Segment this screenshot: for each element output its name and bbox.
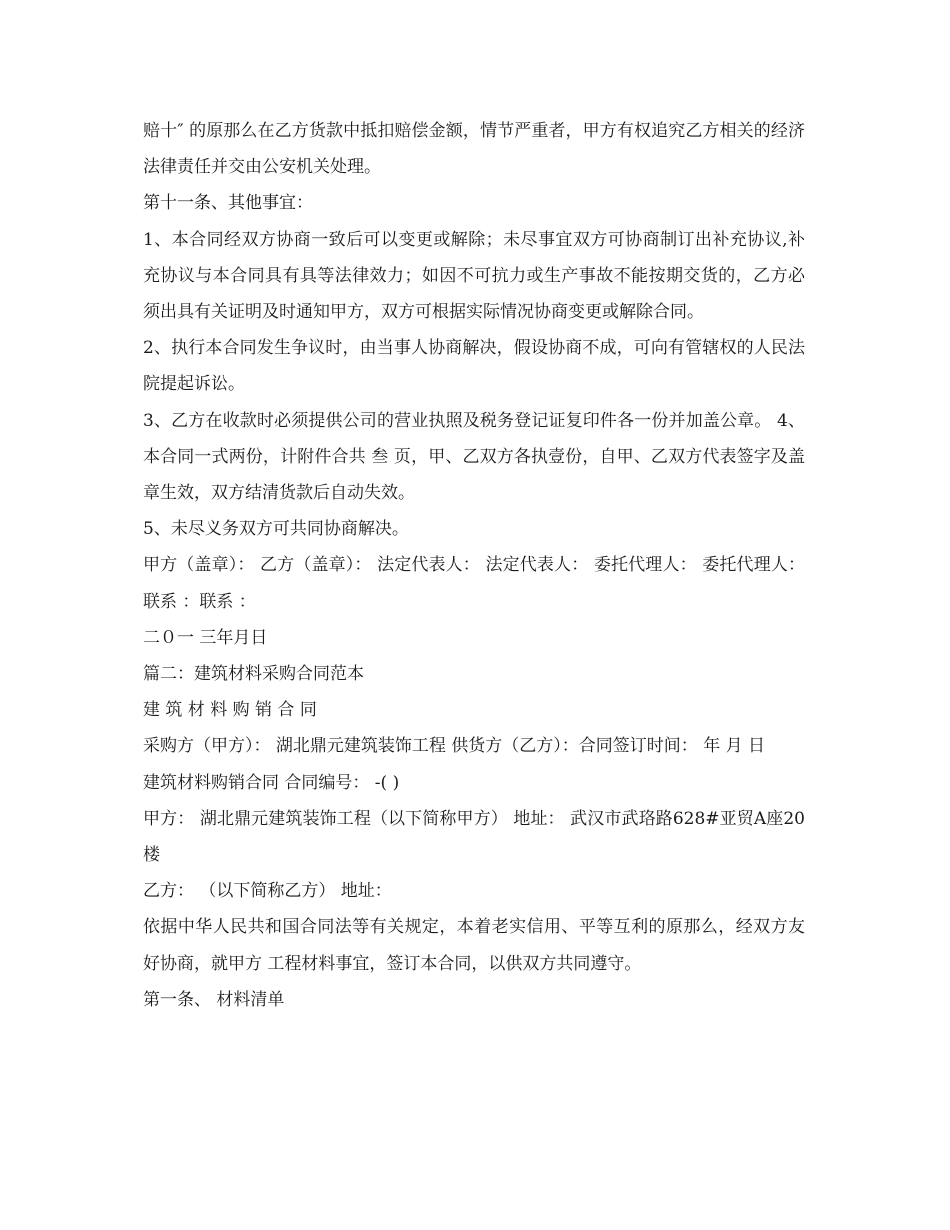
preamble-paragraph: 依据中华人民共和国合同法等有关规定，本着老实信用、平等互利的原那么，经双方友好协商，就甲方 工程材料事宜，签订本合同，以供双方共同遵守。	[143, 917, 805, 974]
document-body	[143, 113, 805, 1018]
purchaser-supplier-line: 采购方（甲方）： 湖北鼎元建筑装饰工程 供货方（乙方）：合同签订时间： 年 月 日	[143, 736, 766, 757]
signature-block: 甲方（盖章）： 乙方（盖章）： 法定代表人： 法定代表人： 委托代理人： 委托代理人： 联系 ：联系 ：	[143, 555, 805, 612]
contract-title: 建 筑 材 料 购 销 合 同	[143, 700, 317, 721]
contract-number-line: 建筑材料购销合同 合同编号： -( )	[143, 772, 400, 793]
party-a-line: 甲方： 湖北鼎元建筑装饰工程（以下简称甲方） 地址： 武汉市武珞路628#亚贸A座20楼	[143, 808, 805, 866]
paragraph-compensation-clause: 赔十″ 的原那么在乙方货款中抵扣赔偿金额，情节严重者，甲方有权追究乙方相关的经济法律责任并交由公安机关处理。	[143, 121, 805, 178]
clause-1-amendment: 1、本合同经双方协商一致后可以变更或解除；未尽事宜双方可协商制订出补充协议,补充协议与本合同具有具等法律效力；如因不可抗力或生产事故不能按期交货的，乙方必须出具有关证明及时通知甲方，双方可根据实际情况协商变更或解除合同。	[143, 229, 805, 323]
party-b-line: 乙方： （以下简称乙方） 地址：	[143, 881, 392, 902]
article-1-heading: 第一条、 材料清单	[143, 989, 285, 1010]
clause-2-dispute: 2、执行本合同发生争议时，由当事人协商解决，假设协商不成，可向有管辖权的人民法院提起诉讼。	[143, 338, 805, 395]
date-line: 二０一 三年月日	[143, 627, 268, 648]
clause-3-license-and-copies: 3、乙方在收款时必须提供公司的营业执照及税务登记证复印件各一份并加盖公章。 4、本合同一式两份，计附件合共 叁 页，甲、乙双方各执壹份，自甲、乙双方代表签字及盖章生效，双方结清货款后自动失效。	[143, 410, 805, 504]
clause-5-obligations: 5、未尽义务双方可共同协商解决。	[143, 519, 409, 540]
section-2-heading: 篇二：建筑材料采购合同范本	[143, 664, 364, 685]
article-11-heading: 第十一条、其他事宜：	[143, 193, 313, 214]
